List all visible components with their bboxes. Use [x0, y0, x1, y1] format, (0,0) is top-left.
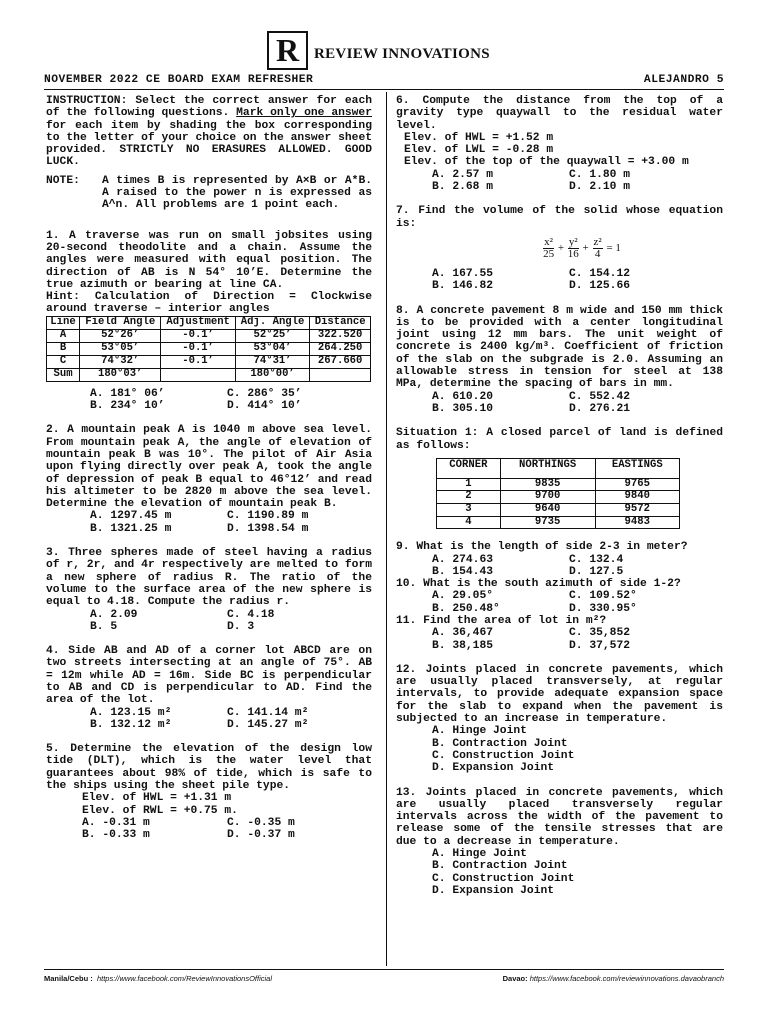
traverse-cell: -0.1’: [161, 355, 235, 368]
choice[interactable]: C. 132.4: [569, 553, 624, 566]
q8-text: 8. A concrete pavement 8 m wide and 150 mm thick is to be provided with a center longitudinal joint using 12 mm bars. The unit weight of concrete is 2400 kg/m³. Coefficient of friction of the slab on the subgrade is 2.0. Assuming an allowable stress in tension for steel at 138 MPa, determine the spacing of bars in mm.: [396, 304, 723, 391]
lot-cell: 9700: [500, 491, 595, 504]
q5-line: Elev. of HWL = +1.31 m: [82, 792, 232, 805]
choice[interactable]: B. 38,185: [432, 639, 494, 652]
choice[interactable]: B. -0.33 m: [82, 829, 150, 842]
choice[interactable]: D. 145.27 m²: [227, 718, 309, 731]
traverse-cell: [310, 368, 371, 381]
q6-line: Elev. of HWL = +1.52 m: [404, 131, 554, 144]
choice[interactable]: B. 154.43: [432, 565, 494, 578]
choice[interactable]: A. 274.63: [432, 553, 494, 566]
footer: [44, 973, 724, 985]
choice[interactable]: B. 234° 10’: [90, 400, 165, 413]
lot-cell: 9835: [500, 478, 595, 491]
traverse-row: [47, 329, 371, 342]
choice[interactable]: B. Contraction Joint: [432, 860, 568, 873]
traverse-header-cell: Field Angle: [80, 316, 161, 329]
q3-text: 3. Three spheres made of steel having a radius of r, 2r, and 4r respectively are melted to form a new sphere of radius R. The ratio of the volume to the surface area of the new sphere is equal to 4.18. Compute the radius r.: [46, 547, 372, 609]
choice[interactable]: C. -0.35 m: [227, 816, 295, 829]
q4-choices: [46, 707, 372, 732]
footer-divider: [44, 969, 724, 970]
q1-hint: Hint: Calculation of Direction = Clockwise around traverse – interior angles: [46, 291, 372, 316]
choice[interactable]: D. Expansion Joint: [432, 762, 555, 775]
choice[interactable]: A. 181° 06’: [90, 387, 165, 400]
traverse-cell: 180°03’: [80, 368, 161, 381]
header-divider: [44, 89, 724, 90]
q8-choices: [396, 391, 723, 416]
lot-header-cell: EASTINGS: [595, 458, 679, 478]
traverse-cell: 180°00’: [235, 368, 309, 381]
exam-title-line: [44, 74, 724, 86]
q7-choices: [396, 268, 723, 293]
choice[interactable]: A. Hinge Joint: [432, 725, 527, 738]
situation1-text: Situation 1: A closed parcel of land is defined as follows:: [396, 427, 723, 452]
choice[interactable]: C. 552.42: [569, 390, 631, 403]
choice[interactable]: A. 2.57 m: [432, 168, 494, 181]
choice[interactable]: C. 4.18: [227, 608, 275, 621]
logo-letter: R: [275, 31, 300, 68]
footer-right-label: Davao:: [502, 974, 528, 983]
traverse-header-cell: Adj. Angle: [235, 316, 309, 329]
review-innovations-logo: [267, 31, 308, 70]
lot-cell: 9483: [595, 516, 679, 529]
choice[interactable]: B. 5: [90, 620, 118, 633]
choice[interactable]: C. Construction Joint: [432, 749, 575, 762]
note-label: NOTE:: [46, 174, 80, 187]
instruction-text-1: INSTRUCTION: Select the correct answer for each of the following questions.: [46, 95, 372, 120]
q13-text: 13. Joints placed in concrete pavements, which are usually placed transversely regular intervals across the width of the pavement to release some of the tensile stresses that are due to a decrease in temperature.: [396, 786, 723, 848]
traverse-cell: Sum: [47, 368, 80, 381]
choice[interactable]: B. 132.12 m²: [90, 718, 172, 731]
q12-choices: [396, 725, 723, 774]
choice[interactable]: C. 109.52°: [569, 590, 637, 603]
choice[interactable]: D. 125.66: [569, 280, 631, 293]
q10-text: 10. What is the south azimuth of side 1-2?: [396, 578, 681, 591]
q9-text: 9. What is the length of side 2-3 in meter?: [396, 541, 688, 554]
traverse-cell: C: [47, 355, 80, 368]
choice[interactable]: A. 2.09: [90, 608, 138, 621]
traverse-row: [47, 342, 371, 355]
note: [46, 175, 372, 212]
lot-cell: 9640: [500, 504, 595, 517]
choice[interactable]: D. 330.95°: [569, 602, 637, 615]
instruction-emphasis: Mark only one answer: [236, 107, 372, 120]
traverse-cell: 52°26’: [80, 329, 161, 342]
q5-choices: [46, 817, 372, 842]
lot-cell: 4: [437, 516, 501, 529]
choice[interactable]: B. 146.82: [432, 280, 494, 293]
q3-choices: [46, 609, 372, 634]
q11-choices: [396, 627, 723, 652]
choice[interactable]: A. 1297.45 m: [90, 510, 172, 523]
q5-text: 5. Determine the elevation of the design low tide (DLT), which is the water level that guarantees about 98% of tide, which is safe to the ships using the sheet pile type.: [46, 743, 372, 793]
traverse-cell: B: [47, 342, 80, 355]
q9-choices: [396, 554, 723, 579]
traverse-cell: A: [47, 329, 80, 342]
choice[interactable]: C. 141.14 m²: [227, 706, 309, 719]
column-divider: [386, 92, 387, 966]
lot-header-cell: NORTHINGS: [500, 458, 595, 478]
q13-choices: [396, 848, 723, 897]
choice[interactable]: D. 1398.54 m: [227, 522, 309, 535]
q7-text: 7. Find the volume of the solid whose equation is:: [396, 205, 723, 230]
choice[interactable]: C. 286° 35’: [227, 387, 302, 400]
q6-text: 6. Compute the distance from the top of a gravity type quaywall to the residual water level.: [396, 95, 723, 132]
choice[interactable]: D. 37,572: [569, 639, 631, 652]
instruction: [46, 95, 372, 169]
traverse-cell: 264.250: [310, 342, 371, 355]
choice[interactable]: C. 1.80 m: [569, 168, 631, 181]
footer-left-link[interactable]: https://www.facebook.com/ReviewInnovationsOfficial: [96, 974, 273, 983]
choice[interactable]: A. 610.20: [432, 390, 494, 403]
lot-cell: 9840: [595, 491, 679, 504]
traverse-row: [47, 368, 371, 381]
brand-header: [267, 30, 490, 70]
traverse-cell: 74°32’: [80, 355, 161, 368]
lot-header-cell: CORNER: [437, 458, 501, 478]
traverse-header-cell: Distance: [310, 316, 371, 329]
q12-text: 12. Joints placed in concrete pavements, which are usually placed transversely, at regular intervals, to provide adequate expansion space for the slab to expand when the pavement is subjected to an increase in temperature.: [396, 663, 723, 726]
traverse-table: [46, 316, 371, 382]
lot-row: [437, 491, 680, 504]
q10-choices: [396, 590, 723, 615]
q6-choices: [396, 169, 723, 194]
choice[interactable]: D. Expansion Joint: [432, 884, 555, 897]
traverse-cell: 74°31’: [235, 355, 309, 368]
choice[interactable]: B. 250.48°: [432, 602, 500, 615]
choice[interactable]: A. Hinge Joint: [432, 848, 527, 861]
q1-text: 1. A traverse was run on small jobsites using 20-second theodolite and a chain. Assume the angles were measured with equal position. The direction of AB is N 54° 10’E. Determine the true azimuth or bearing at line CA.: [46, 229, 372, 291]
lot-cell: 9572: [595, 504, 679, 517]
q5-line: Elev. of RWL = +0.75 m.: [82, 804, 238, 817]
author-tag: ALEJANDRO 5: [643, 74, 724, 86]
choice[interactable]: C. 1190.89 m: [227, 510, 309, 523]
q11-text: 11. Find the area of lot in m²?: [396, 614, 607, 627]
choice[interactable]: A. 36,467: [432, 627, 494, 640]
choice[interactable]: B. Contraction Joint: [432, 737, 568, 750]
traverse-header-cell: Adjustment: [161, 316, 235, 329]
choice[interactable]: D. 127.5: [569, 565, 624, 578]
choice[interactable]: D. 414° 10’: [227, 400, 302, 413]
footer-left-label: Manila/Cebu :: [44, 974, 93, 983]
choice[interactable]: A. -0.31 m: [82, 816, 150, 829]
fraction-z: $\frac{\text{z²}}{4}$: [593, 235, 602, 260]
traverse-cell: 53°04’: [235, 342, 309, 355]
note-text: A times B is represented by A×B or A*B. A raised to the power n is expressed as A^n. All problems are 1 point each.: [102, 174, 372, 212]
footer-right-link[interactable]: https://www.facebook.com/reviewinnovations.davaobranch: [529, 974, 724, 983]
footer-left: [44, 973, 272, 985]
choice[interactable]: D. 3: [227, 620, 255, 633]
traverse-cell: 322.520: [310, 329, 371, 342]
left-column: [46, 95, 372, 842]
traverse-cell: [161, 368, 235, 381]
lot-cell: 9735: [500, 516, 595, 529]
brand-name: REVIEW INNOVATIONS: [314, 45, 490, 62]
ellipsoid-equation: $\frac{\text{x²}}{25}$ + $\frac{\text{y²}}{16}$ + $\frac{\text{z²}}{4}$ = 1: [543, 235, 621, 260]
choice[interactable]: B. 2.68 m: [432, 181, 494, 194]
choice[interactable]: B. 305.10: [432, 402, 494, 415]
traverse-cell: -0.1’: [161, 329, 235, 342]
choice[interactable]: C. Construction Joint: [432, 872, 575, 885]
traverse-cell: 53°05’: [80, 342, 161, 355]
choice[interactable]: D. 276.21: [569, 402, 631, 415]
q1-choices: [46, 388, 372, 413]
right-column: [396, 95, 723, 897]
lot-cell: 2: [437, 491, 501, 504]
footer-right: [503, 973, 724, 985]
lot-table: [436, 458, 680, 529]
q6-line: Elev. of LWL = -0.28 m: [404, 144, 554, 157]
q2-choices: [46, 510, 372, 535]
q6-line: Elev. of the top of the quaywall = +3.00 m: [404, 156, 689, 169]
fraction-y: $\frac{\text{y²}}{16}$: [567, 235, 579, 260]
exam-title: NOVEMBER 2022 CE BOARD EXAM REFRESHER: [44, 74, 314, 86]
lot-cell: 9765: [595, 478, 679, 491]
lot-cell: 1: [437, 478, 501, 491]
choice[interactable]: A. 29.05°: [432, 590, 494, 603]
q4-text: 4. Side AB and AD of a corner lot ABCD are on two streets intersecting at an angle of 75°. AB = 12m while AD = 16m. Side BC is perpendicular to AB and CD is perpendicular to AD. Find the area of the lot.: [46, 645, 372, 707]
traverse-header-cell: Line: [47, 316, 80, 329]
choice[interactable]: C. 35,852: [569, 627, 631, 640]
traverse-cell: 52°25’: [235, 329, 309, 342]
traverse-row: [47, 355, 371, 368]
choice[interactable]: A. 167.55: [432, 267, 494, 280]
choice[interactable]: D. 2.10 m: [569, 181, 631, 194]
fraction-x: $\frac{\text{x²}}{25}$: [543, 235, 555, 260]
choice[interactable]: C. 154.12: [569, 267, 631, 280]
traverse-cell: -0.1’: [161, 342, 235, 355]
lot-row: [437, 478, 680, 491]
lot-cell: 3: [437, 504, 501, 517]
choice[interactable]: B. 1321.25 m: [90, 522, 172, 535]
lot-row: [437, 504, 680, 517]
choice[interactable]: A. 123.15 m²: [90, 706, 172, 719]
instruction-text-2: for each item by shading the box corresponding to the letter of your choice on the answer sheet provided. STRICTLY NO ERASURES ALLOWED. GOOD LUCK.: [46, 119, 372, 169]
lot-row: [437, 516, 680, 529]
choice[interactable]: D. -0.37 m: [227, 829, 295, 842]
traverse-cell: 267.660: [310, 355, 371, 368]
q2-text: 2. A mountain peak A is 1040 m above sea level. From mountain peak A, the angle of elevation of mountain peak B was 10°. The pilot of Air Asia upon flying directly over peak A, took the angle of depression of peak B equal to 46°12’ and read his altimeter to be 2820 m above the sea level. Determine the elevation of mountain peak B.: [46, 424, 372, 511]
